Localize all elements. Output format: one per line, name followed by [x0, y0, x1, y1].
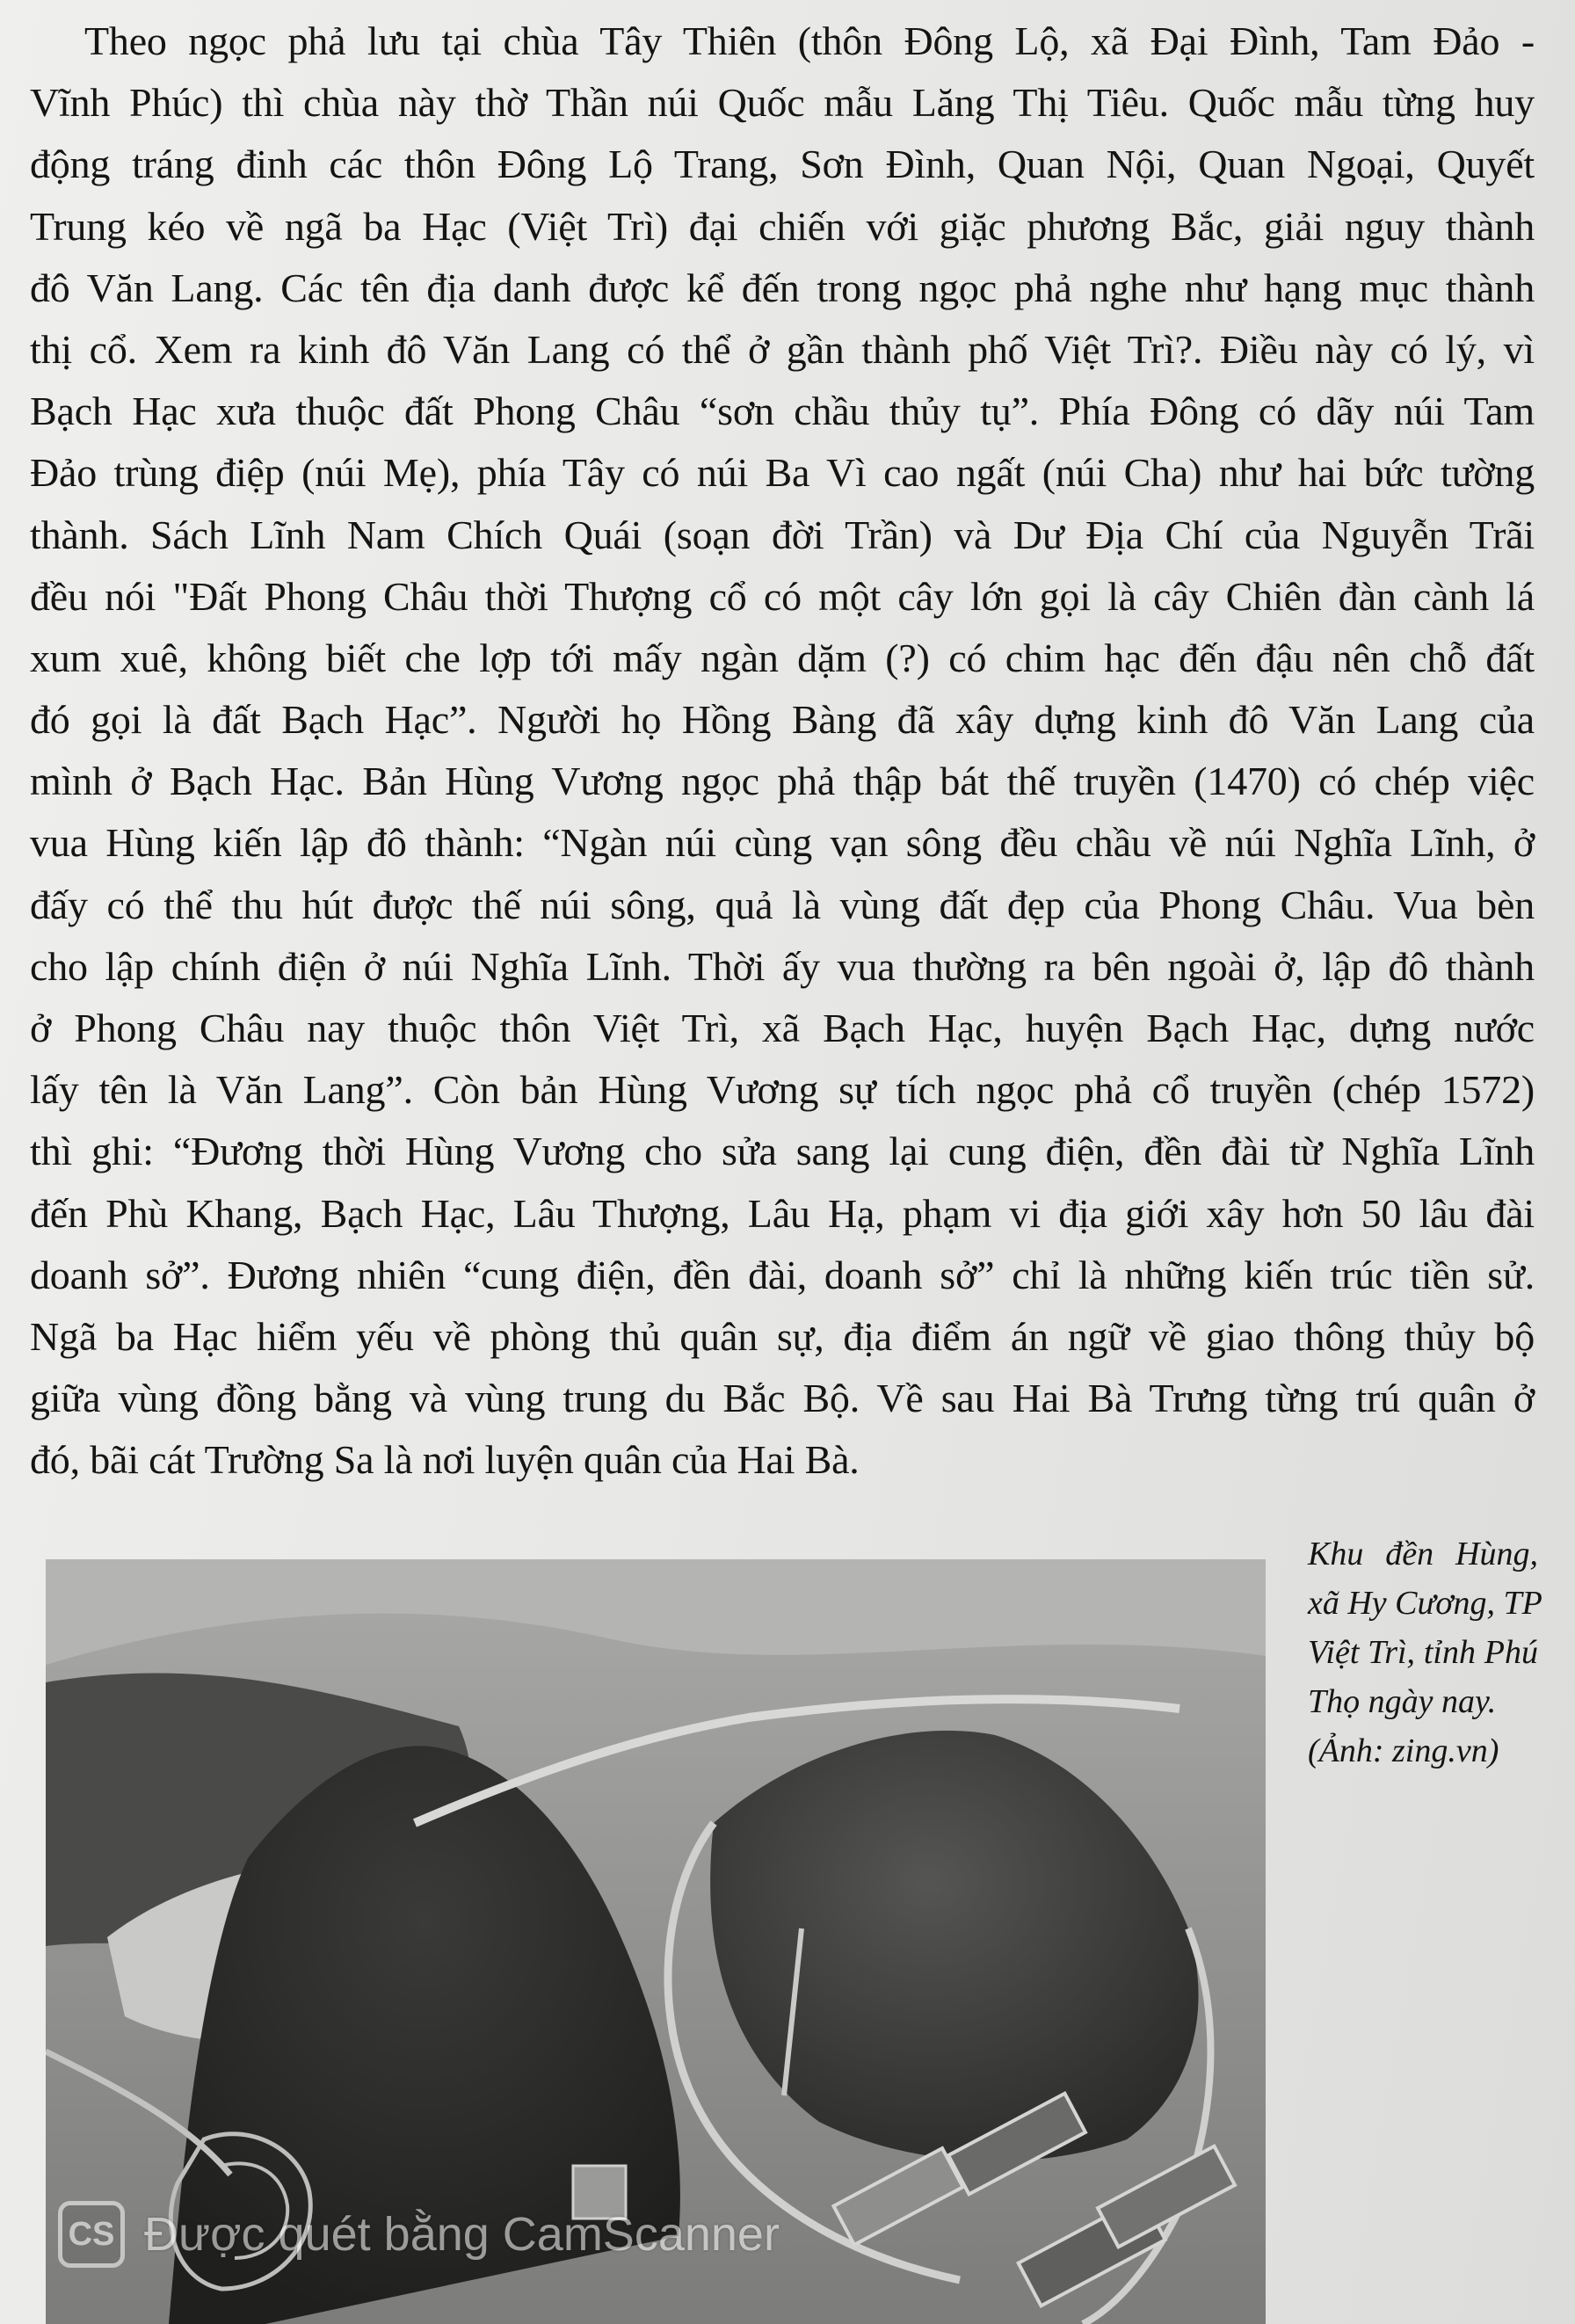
caption-line: Việt Trì, tỉnh Phú [1308, 1634, 1538, 1671]
text-line: Theo ngọc phả lưu tại chùa Tây Thiên (thôn Đông Lộ, xã Đại Đình, Tam Đảo - [84, 18, 1535, 63]
text-line: động tráng đinh các thôn Đông Lộ Trang, Sơn Đình, Quan Nội, Quan Ngoại, Quyết [30, 142, 1535, 187]
text-line: ở Phong Châu nay thuộc thôn Việt Trì, xã Bạch Hạc, huyện Bạch Hạc, dựng nước [30, 1006, 1535, 1050]
caption-line: (Ảnh: zing.vn) [1308, 1732, 1499, 1769]
text-line: Ngã ba Hạc hiểm yếu về phòng thủ quân sự, địa điểm án ngữ về giao thông thủy bộ [30, 1313, 1535, 1359]
watermark-text: Được quét bằng CamScanner [144, 2208, 780, 2261]
text-line: Bạch Hạc xưa thuộc đất Phong Châu “sơn chầu thủy tụ”. Phía Đông có dãy núi Tam [30, 389, 1535, 434]
text-line: đến Phù Khang, Bạch Hạc, Lâu Thượng, Lâu Hạ, phạm vi địa giới xây hơn 50 lâu đài [30, 1190, 1535, 1236]
text-line: giữa vùng đồng bằng và vùng trung du Bắc Bộ. Về sau Hai Bà Trưng từng trú quân ở [30, 1376, 1535, 1421]
text-line: doanh sở”. Đương nhiên “cung điện, đền đài, doanh sở” chỉ là những kiến trúc tiền sử. [30, 1252, 1535, 1297]
camscanner-watermark [58, 2199, 780, 2270]
text-line: Đảo trùng điệp (núi Mẹ), phía Tây có núi Ba Vì cao ngất (núi Cha) như hai bức tường [30, 450, 1535, 496]
text-line: lấy tên là Văn Lang”. Còn bản Hùng Vương sự tích ngọc phả cổ truyền (chép 1572) [30, 1067, 1535, 1113]
caption-line: Khu đền Hùng, [1308, 1536, 1538, 1572]
text-line: đấy có thể thu hút được thế núi sông, quả là vùng đất đẹp của Phong Châu. Vua bèn [30, 882, 1535, 927]
photo-caption [1308, 1529, 1542, 1776]
text-line: thành. Sách Lĩnh Nam Chích Quái (soạn đời Trần) và Dư Địa Chí của Nguyễn Trãi [30, 512, 1535, 557]
text-line: đều nói "Đất Phong Châu thời Thượng cổ có một cây lớn gọi là cây Chiên đàn cành lá [30, 573, 1535, 619]
text-line: đô Văn Lang. Các tên địa danh được kể đến trong ngọc phả nghe như hạng mục thành [30, 265, 1535, 310]
text-line: Vĩnh Phúc) thì chùa này thờ Thần núi Quốc mẫu Lăng Thị Tiêu. Quốc mẫu từng huy [30, 80, 1535, 126]
caption-line: xã Hy Cương, TP [1308, 1585, 1542, 1622]
caption-line: Thọ ngày nay. [1308, 1683, 1497, 1720]
text-line: xum xuê, không biết che lợp tới mấy ngàn dặm (?) có chim hạc đến đậu nên chỗ đất [30, 635, 1535, 680]
camscanner-logo-icon: CS [58, 2201, 125, 2268]
text-line: cho lập chính điện ở núi Nghĩa Lĩnh. Thời ấy vua thường ra bên ngoài ở, lập đô thành [30, 943, 1535, 989]
article-text [30, 11, 1535, 1492]
text-line: thì ghi: “Đương thời Hùng Vương cho sửa sang lại cung điện, đền đài từ Nghĩa Lĩnh [30, 1129, 1535, 1174]
text-line: đó gọi là đất Bạch Hạc”. Người họ Hồng Bàng đã xây dựng kinh đô Văn Lang của [30, 697, 1535, 743]
text-line: mình ở Bạch Hạc. Bản Hùng Vương ngọc phả thập bát thế truyền (1470) có chép việc [30, 759, 1535, 804]
text-line: thị cổ. Xem ra kinh đô Văn Lang có thể ở gần thành phố Việt Trì?. Điều này có lý, vì [30, 326, 1535, 372]
text-line: Trung kéo về ngã ba Hạc (Việt Trì) đại chiến với giặc phương Bắc, giải nguy thành [30, 203, 1535, 249]
text-line: vua Hùng kiến lập đô thành: “Ngàn núi cùng vạn sông đều chầu về núi Nghĩa Lĩnh, ở [30, 820, 1535, 866]
text-line: đó, bãi cát Trường Sa là nơi luyện quân của Hai Bà. [30, 1437, 860, 1483]
